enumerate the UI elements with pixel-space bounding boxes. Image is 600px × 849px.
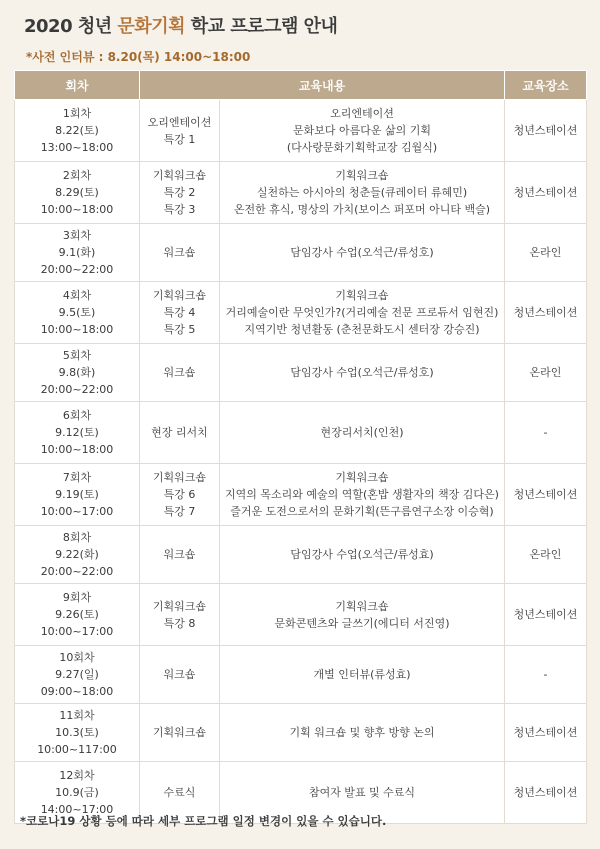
type-line: 현장 리서치: [151, 426, 208, 439]
type-line: 워크숍: [163, 246, 196, 259]
type-cell: [140, 100, 220, 162]
table-row: [15, 704, 587, 762]
type-line: 기획워크숍: [152, 289, 207, 302]
type-line: 워크숍: [163, 548, 196, 561]
content-cell: [220, 162, 505, 224]
session-cell: [15, 100, 140, 162]
session-line: 1회차: [62, 107, 92, 120]
session-line: 9.12(토): [55, 426, 99, 439]
session-line: 9회차: [62, 591, 92, 604]
session-cell: [15, 162, 140, 224]
place-cell: -: [505, 402, 587, 464]
table-row: [15, 584, 587, 646]
session-line: 9.27(일): [55, 668, 99, 681]
content-line: 실천하는 아시아의 청춘들(큐레이터 류혜민): [256, 186, 468, 199]
title-suffix: 학교 프로그램 안내: [184, 16, 338, 37]
content-line: 담임강사 수업(오석근/류성효): [290, 548, 434, 561]
type-cell: [140, 224, 220, 282]
type-line: 기획워크숍: [152, 726, 207, 739]
pre-interview-note: *사전 인터뷰 : 8.20(목) 14:00~18:00: [26, 50, 251, 64]
session-line: 8회차: [62, 531, 92, 544]
table-row: [15, 282, 587, 344]
type-line: 특강 3: [163, 203, 196, 216]
content-cell: [220, 402, 505, 464]
type-cell: [140, 526, 220, 584]
session-line: 10회차: [59, 651, 95, 664]
session-line: 8.22(토): [55, 124, 99, 137]
content-cell: [220, 100, 505, 162]
table-row: [15, 464, 587, 526]
schedule-body: [15, 100, 587, 824]
session-line: 10.9(금): [55, 786, 99, 799]
content-cell: [220, 526, 505, 584]
type-cell: [140, 344, 220, 402]
session-cell: [15, 224, 140, 282]
session-line: 7회차: [62, 471, 92, 484]
content-line: 기획워크숍: [335, 471, 389, 484]
type-cell: [140, 162, 220, 224]
content-line: 기획워크숍: [335, 289, 389, 302]
table-row: [15, 646, 587, 704]
type-cell: [140, 464, 220, 526]
schedule-table: [14, 70, 587, 824]
type-line: 특강 2: [163, 186, 196, 199]
content-line: 기획워크숍: [335, 599, 389, 613]
table-row: [15, 100, 587, 162]
content-line: (다사랑문화기획학교장 김월식): [286, 141, 438, 154]
session-line: 10:00~117:00: [37, 743, 117, 756]
content-cell: [220, 344, 505, 402]
session-line: 10:00~18:00: [40, 323, 114, 336]
content-line: 개별 인터뷰(류성효): [313, 668, 411, 681]
session-line: 20:00~22:00: [40, 383, 114, 396]
type-line: 오리엔테이션: [147, 115, 212, 129]
session-line: 10:00~18:00: [40, 203, 114, 216]
type-line: 특강 6: [163, 488, 196, 501]
type-line: 기획워크숍: [152, 471, 207, 484]
session-line: 10:00~17:00: [40, 505, 114, 518]
content-line: 기획 워크숍 및 향후 방향 논의: [289, 726, 435, 739]
session-line: 4회차: [62, 289, 92, 302]
session-line: 8.29(토): [55, 186, 99, 199]
content-line: 지역기반 청년활동 (춘천문화도시 센터장 강승진): [244, 323, 480, 336]
type-line: 특강 8: [163, 616, 196, 630]
column-header-content: 교육내용: [140, 71, 505, 100]
session-line: 9.5(토): [58, 306, 96, 319]
place-cell: 온라인: [505, 344, 587, 402]
place-cell: 청년스테이션: [505, 464, 587, 526]
content-line: 온전한 휴식, 명상의 가치(보이스 퍼포머 아니타 백슬): [233, 203, 491, 216]
session-cell: [15, 584, 140, 646]
session-line: 9.26(토): [55, 608, 99, 621]
session-cell: [15, 704, 140, 762]
table-row: [15, 344, 587, 402]
type-line: 수료식: [163, 786, 196, 799]
type-line: 기획워크숍: [152, 599, 207, 613]
session-line: 9.22(화): [55, 548, 99, 561]
session-line: 20:00~22:00: [40, 565, 114, 578]
page-title: [24, 12, 337, 38]
session-line: 5회차: [62, 349, 92, 362]
table-row: [15, 162, 587, 224]
type-cell: [140, 704, 220, 762]
content-cell: [220, 282, 505, 344]
type-line: 특강 1: [163, 132, 196, 146]
session-line: 3회차: [62, 229, 92, 242]
session-line: 6회차: [62, 409, 92, 422]
place-cell: 청년스테이션: [505, 704, 587, 762]
content-cell: [220, 704, 505, 762]
session-line: 12회차: [59, 769, 95, 782]
type-line: 특강 7: [163, 505, 196, 518]
table-row: [15, 526, 587, 584]
place-cell: 청년스테이션: [505, 100, 587, 162]
session-line: 10:00~17:00: [40, 625, 114, 638]
place-cell: 청년스테이션: [505, 584, 587, 646]
session-cell: [15, 402, 140, 464]
session-line: 10:00~18:00: [40, 443, 114, 456]
session-cell: [15, 646, 140, 704]
content-line: 담임강사 수업(오석근/류성호): [290, 246, 434, 259]
type-line: 워크숍: [163, 668, 196, 681]
content-line: 담임강사 수업(오석근/류성호): [290, 366, 434, 379]
session-line: 13:00~18:00: [40, 141, 114, 154]
place-cell: -: [505, 646, 587, 704]
type-cell: [140, 584, 220, 646]
content-line: 참여자 발표 및 수료식: [308, 786, 416, 799]
place-cell: 청년스테이션: [505, 762, 587, 824]
place-cell: 청년스테이션: [505, 162, 587, 224]
content-line: 현장리서치(인천): [320, 426, 404, 439]
column-header-place: 교육장소: [505, 71, 587, 100]
type-cell: [140, 646, 220, 704]
session-line: 9.8(화): [58, 366, 96, 379]
session-line: 9.1(화): [58, 246, 96, 259]
session-cell: [15, 526, 140, 584]
footnote: *코로나19 상황 등에 따라 세부 프로그램 일정 변경이 있을 수 있습니다.: [20, 814, 387, 828]
title-accent: 문화기획: [117, 16, 185, 37]
type-cell: [140, 402, 220, 464]
session-line: 14:00~17:00: [40, 803, 114, 816]
content-line: 오리엔테이션: [330, 107, 394, 120]
content-cell: [220, 646, 505, 704]
content-line: 거리예술이란 무엇인가?(거리예술 전문 프로듀서 임현진): [225, 306, 499, 319]
type-line: 특강 4: [163, 306, 196, 319]
content-line: 즐거운 도전으로서의 문화기획(뜬구름연구소장 이승혁): [230, 505, 494, 518]
type-cell: [140, 282, 220, 344]
session-line: 20:00~22:00: [40, 263, 114, 276]
table-header-row: [15, 71, 587, 100]
session-cell: [15, 344, 140, 402]
table-row: [15, 402, 587, 464]
session-line: 11회차: [59, 709, 95, 722]
session-cell: [15, 464, 140, 526]
content-cell: [220, 464, 505, 526]
session-line: 2회차: [62, 169, 92, 182]
column-header-session: 회차: [15, 71, 140, 100]
place-cell: 온라인: [505, 526, 587, 584]
place-cell: 온라인: [505, 224, 587, 282]
content-cell: [220, 584, 505, 646]
type-line: 워크숍: [163, 366, 196, 379]
content-line: 문화콘텐츠와 글쓰기(에디터 서진영): [274, 616, 450, 630]
type-line: 기획워크숍: [152, 169, 207, 182]
table-row: [15, 224, 587, 282]
content-line: 기획워크숍: [335, 169, 389, 182]
session-line: 9.19(토): [55, 488, 99, 501]
content-line: 문화보다 아름다운 삶의 기획: [292, 124, 431, 137]
place-cell: 청년스테이션: [505, 282, 587, 344]
type-line: 특강 5: [163, 323, 196, 336]
session-line: 10.3(토): [55, 726, 99, 739]
content-line: 지역의 목소리와 예술의 역할(혼밥 생활자의 책장 김다은): [225, 488, 499, 501]
session-line: 09:00~18:00: [40, 685, 114, 698]
session-cell: [15, 282, 140, 344]
title-prefix: 2020 청년: [24, 16, 118, 37]
content-cell: [220, 224, 505, 282]
